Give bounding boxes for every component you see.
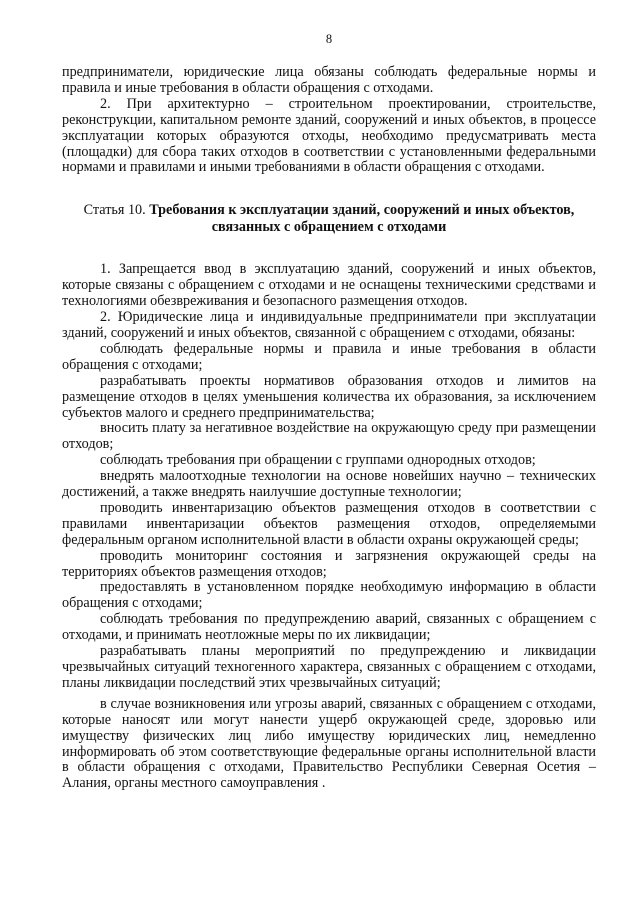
obligation-item: предоставлять в установленном порядке необходимую информацию в области обращения с отходами; (62, 579, 596, 612)
obligation-item: внедрять малоотходные технологии на основе новейших научно – технических достижений, а также внедрять наилучшие доступные технологии; (62, 468, 596, 501)
paragraph-1: 1. Запрещается ввод в эксплуатацию зданий, сооружений и иных объектов, которые связаны с обращением с отходами и не оснащены техническими средствами и технологиями обезвреживания и безопасного размещения отходов. (62, 261, 596, 310)
obligation-item: проводить инвентаризацию объектов размещения отходов в соответствии с правилами инвентаризации объектов размещения отходов, определяемыми федеральным органом исполнительной власти в области охраны окружающей среды; (62, 499, 596, 548)
paragraph-design-requirements: 2. При архитектурно – строительном проектировании, строительстве, реконструкции, капитальном ремонте зданий, сооружений и иных объектов, в процессе эксплуатации которых образуются отходы, необходимо предусматривать места (площадки) для сбора таких отходов в соответствии с установленными федеральными нормами и правилами и иными требованиями в области обращения с отходами. (62, 95, 596, 176)
obligation-item: соблюдать требования при обращении с группами однородных отходов; (100, 452, 536, 469)
paragraph-continuation: предприниматели, юридические лица обязаны соблюдать федеральные нормы и правила и иные требования в области обращения с отходами. (62, 64, 596, 96)
paragraph-2: 2. Юридические лица и индивидуальные предприниматели при эксплуатации зданий, сооружений и иных объектов, связанной с обращением с отходами, обязаны: (62, 309, 596, 341)
obligation-item: соблюдать требования по предупреждению аварий, связанных с обращением с отходами, и принимать неотложные меры по их ликвидации; (62, 611, 596, 644)
obligation-item: соблюдать федеральные нормы и правила и иные требования в области обращения с отходами; (62, 340, 596, 373)
page-number: 8 (325, 32, 333, 46)
document-body (62, 65, 596, 792)
obligation-item: вносить плату за негативное воздействие на окружающую среду при размещении отходов; (62, 420, 596, 453)
article-heading (62, 202, 596, 236)
article-title: Требования к эксплуатации зданий, сооружений и иных объектов, связанных с обращением с отходами (149, 202, 575, 236)
obligation-item: разрабатывать проекты нормативов образования отходов и лимитов на размещение отходов в целях уменьшения количества их образования, за исключением субъектов малого и среднего предпринимательства; (62, 372, 596, 421)
obligation-item: разрабатывать планы мероприятий по предупреждению и ликвидации чрезвычайных ситуаций техногенного характера, связанных с обращением с отходами, планы ликвидации последствий этих чрезвычайных ситуаций; (62, 643, 596, 691)
obligation-item: в случае возникновения или угрозы аварий, связанных с обращением с отходами, которые наносят или могут нанести ущерб окружающей среде, здоровью или имуществу физических лиц либо имуществу юридических лиц, немедленно информировать об этом соответствующие федеральные органы исполнительной власти в области обращения с отходами, Правительство Республики Северная Осетия – Алания, органы местного самоуправления . (62, 695, 596, 792)
obligation-item: проводить мониторинг состояния и загрязнения окружающей среды на территориях объектов размещения отходов; (62, 547, 596, 580)
article-label: Статья 10. (83, 202, 146, 219)
